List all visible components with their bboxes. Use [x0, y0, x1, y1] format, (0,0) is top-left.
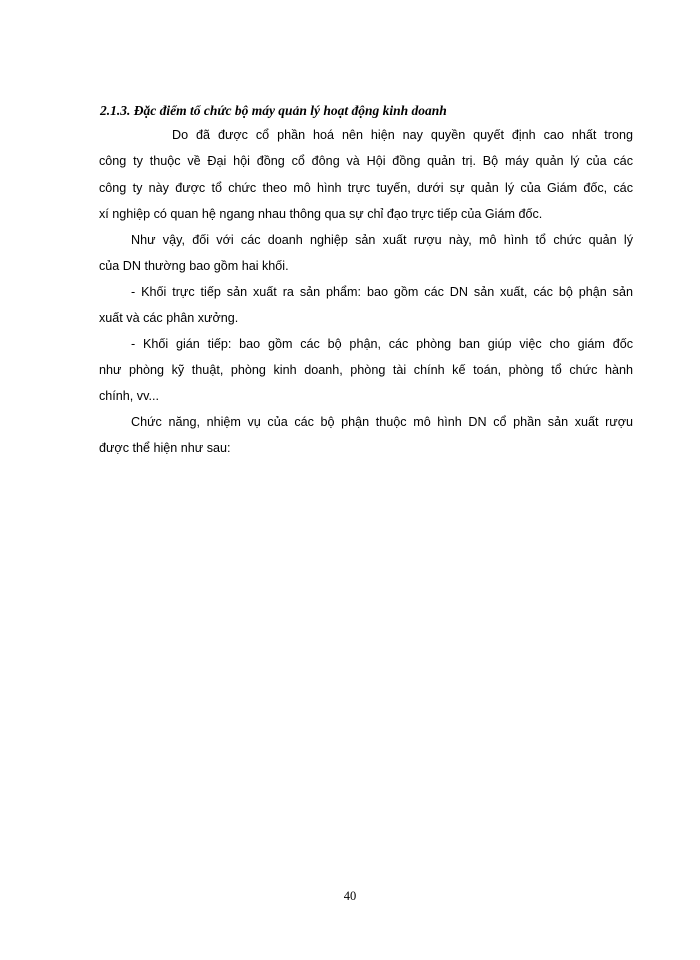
paragraph-line: xuất và các phân xưởng. [99, 311, 239, 325]
paragraph-line: Như vậy, đối với các doanh nghiệp sản xuất rượu này, mô hình tổ chức quản lý [131, 233, 633, 247]
paragraph-line: như phòng kỹ thuật, phòng kinh doanh, phòng tài chính kế toán, phòng tổ chức hành [99, 363, 633, 377]
paragraph-line: công ty này được tổ chức theo mô hình trực tuyến, dưới sự quản lý của Giám đốc, các [99, 181, 633, 195]
paragraph-line: - Khối gián tiếp: bao gồm các bộ phận, các phòng ban giúp việc cho giám đốc [131, 337, 633, 351]
paragraph-line: công ty thuộc về Đại hội đồng cổ đông và Hội đồng quản trị. Bộ máy quản lý của các [99, 154, 633, 168]
section-heading: 2.1.3. Đặc điểm tổ chức bộ máy quản lý hoạt động kinh doanh [100, 103, 447, 118]
paragraph-line: của DN thường bao gồm hai khối. [99, 259, 289, 273]
page-number: 40 [343, 889, 357, 903]
paragraph-line: được thể hiện như sau: [99, 441, 231, 455]
paragraph-line: Chức năng, nhiệm vụ của các bộ phận thuộc mô hình DN cổ phần sản xuất rượu [131, 415, 633, 429]
paragraph-line: xí nghiệp có quan hệ ngang nhau thông qua sự chỉ đạo trực tiếp của Giám đốc. [99, 207, 543, 221]
paragraph-line: - Khối trực tiếp sản xuất ra sản phẩm: bao gồm các DN sản xuất, các bộ phận sản [131, 285, 633, 299]
paragraph-line: chính, vv... [99, 389, 159, 403]
paragraph-line: Do đã được cổ phần hoá nên hiện nay quyền quyết định cao nhất trong [172, 128, 633, 142]
